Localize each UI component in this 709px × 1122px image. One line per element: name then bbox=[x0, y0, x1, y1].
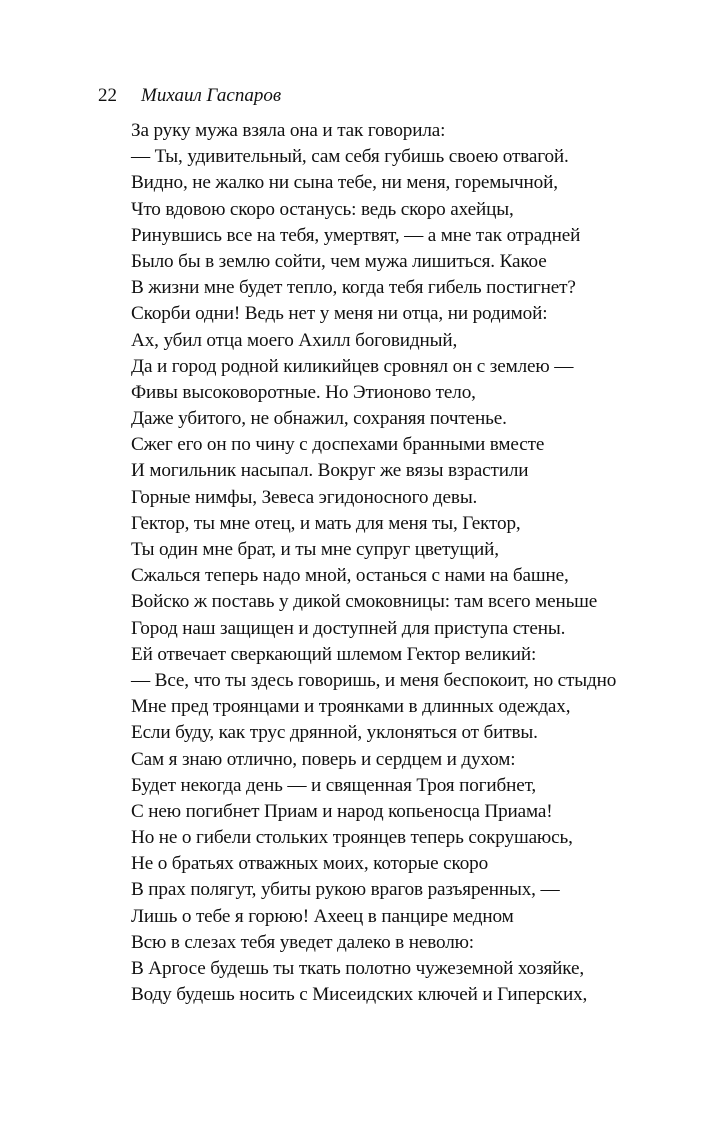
verse-line: Скорби одни! Ведь нет у меня ни отца, ни родимой: bbox=[131, 303, 548, 325]
verse-line: Сам я знаю отлично, поверь и сердцем и духом: bbox=[131, 748, 516, 770]
verse-line: Видно, не жалко ни сына тебе, ни меня, горемычной, bbox=[131, 172, 558, 194]
verse-line: Ринувшись все на тебя, умертвят, — а мне так отрадней bbox=[131, 224, 581, 246]
verse-line: Ах, убил отца моего Ахилл боговидный, bbox=[131, 329, 458, 351]
verse-line: — Ты, удивительный, сам себя губишь своею отвагой. bbox=[131, 146, 569, 168]
verse-line: Что вдовою скоро останусь: ведь скоро ахейцы, bbox=[131, 198, 514, 220]
verse-line: Ей отвечает сверкающий шлемом Гектор великий: bbox=[131, 643, 537, 665]
verse-line: И могильник насыпал. Вокруг же вязы взрастили bbox=[131, 460, 529, 482]
verse-line: В Аргосе будешь ты ткать полотно чужеземной хозяйке, bbox=[131, 958, 584, 979]
verse-line: — Все, что ты здесь говоришь, и меня беспокоит, но стыдно bbox=[131, 669, 617, 691]
verse-line: С нею погибнет Приам и народ копьеносца Приама! bbox=[131, 800, 553, 822]
verse-line: Даже убитого, не обнажил, сохраняя почтенье. bbox=[131, 408, 507, 430]
verse-line: Войско ж поставь у дикой смоковницы: там всего меньше bbox=[131, 591, 598, 613]
verse-line: Но не о гибели стольких троянцев теперь сокрушаюсь, bbox=[131, 827, 573, 849]
running-head bbox=[98, 84, 281, 108]
verse-line: В прах полягут, убиты рукою врагов разъяренных, — bbox=[131, 879, 560, 901]
author-name: Михаил Гаспаров bbox=[141, 85, 282, 106]
verse-line: Будет некогда день — и священная Троя погибнет, bbox=[131, 774, 537, 796]
verse-line: Горные нимфы, Зевеса эгидоносного девы. bbox=[131, 486, 478, 508]
verse-body bbox=[131, 118, 701, 1008]
verse-line: Мне пред троянцами и троянками в длинных одеждах, bbox=[131, 696, 571, 718]
verse-line: Не о братьях отважных моих, которые скоро bbox=[131, 853, 489, 875]
verse-line: Ты один мне брат, и ты мне супруг цветущий, bbox=[131, 539, 499, 560]
verse-line: В жизни мне будет тепло, когда тебя гибель постигнет? bbox=[131, 277, 576, 299]
verse-line: Сжалься теперь надо мной, останься с нами на башне, bbox=[131, 565, 569, 587]
verse-line: Лишь о тебе я горюю! Ахеец в панцире медном bbox=[131, 905, 514, 927]
verse-line: Фивы высоковоротные. Но Этионово тело, bbox=[131, 381, 476, 403]
verse-line: Да и город родной киликийцев сровнял он с землею — bbox=[131, 355, 574, 377]
verse-line: Если буду, как трус дрянной, уклоняться от битвы. bbox=[131, 722, 538, 744]
verse-line: Всю в слезах тебя уведет далеко в неволю: bbox=[131, 931, 474, 953]
verse-line: Воду будешь носить с Мисеидских ключей и Гиперских, bbox=[131, 984, 588, 1006]
verse-line: За руку мужа взяла она и так говорила: bbox=[131, 120, 446, 141]
page-number: 22 bbox=[98, 85, 117, 106]
verse-line: Было бы в землю сойти, чем мужа лишиться. Какое bbox=[131, 250, 547, 272]
verse-line: Город наш защищен и доступней для приступа стены. bbox=[131, 617, 566, 639]
verse-line: Гектор, ты мне отец, и мать для меня ты, Гектор, bbox=[131, 512, 521, 534]
verse-line: Сжег его он по чину с доспехами бранными вместе bbox=[131, 434, 545, 456]
